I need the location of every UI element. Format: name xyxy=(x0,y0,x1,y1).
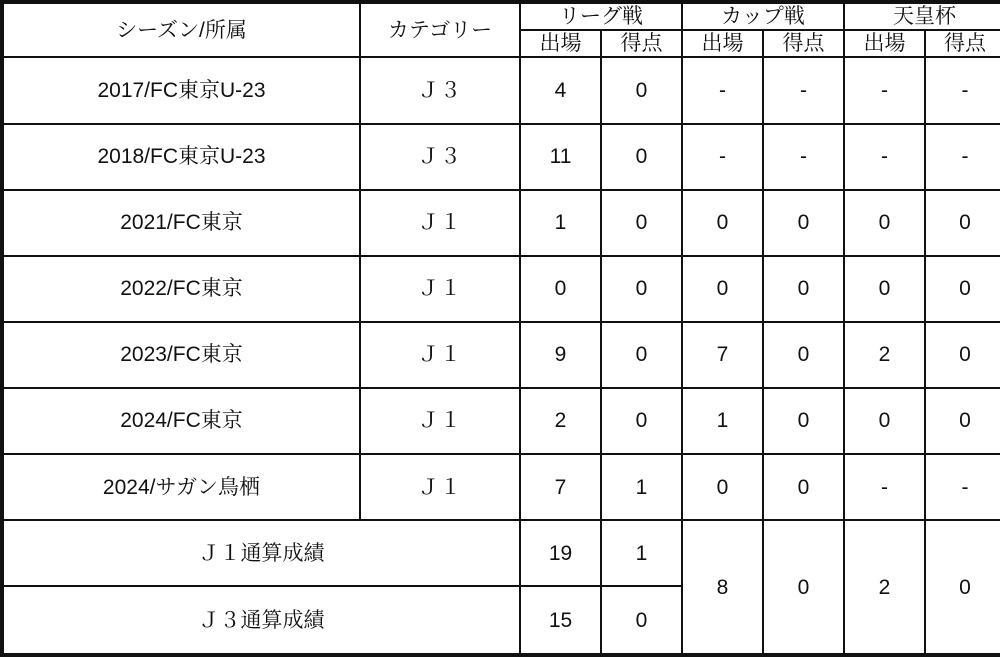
cell-season: 2024/FC東京 xyxy=(2,388,360,454)
cell-league-apps: 1 xyxy=(520,190,601,256)
cell-total-league-apps: 15 xyxy=(520,586,601,655)
cell-season: 2023/FC東京 xyxy=(2,322,360,388)
cell-cup-goals: - xyxy=(763,124,844,190)
cell-cup-apps: 1 xyxy=(682,388,763,454)
header-row-groups xyxy=(2,2,1000,30)
cell-category: Ｊ３ xyxy=(360,57,520,123)
cell-emperor-apps: 0 xyxy=(844,190,925,256)
cell-league-apps: 2 xyxy=(520,388,601,454)
header-emperor-goals: 得点 xyxy=(925,30,1000,57)
cell-cup-apps: - xyxy=(682,57,763,123)
table-row xyxy=(2,190,1000,256)
cell-total-league-goals: 1 xyxy=(601,520,682,586)
cell-total-label: Ｊ１通算成績 xyxy=(2,520,520,586)
cell-emperor-goals: 0 xyxy=(925,388,1000,454)
cell-emperor-apps: - xyxy=(844,124,925,190)
header-category: カテゴリー xyxy=(360,2,520,57)
cell-cup-apps: - xyxy=(682,124,763,190)
cell-cup-goals: 0 xyxy=(763,190,844,256)
cell-emperor-apps: - xyxy=(844,454,925,520)
cell-total-emperor-apps: 2 xyxy=(844,520,925,655)
cell-cup-goals: 0 xyxy=(763,322,844,388)
cell-season: 2022/FC東京 xyxy=(2,256,360,322)
cell-cup-apps: 0 xyxy=(682,190,763,256)
cell-emperor-apps: 0 xyxy=(844,388,925,454)
cell-cup-goals: 0 xyxy=(763,454,844,520)
cell-category: Ｊ１ xyxy=(360,322,520,388)
cell-category: Ｊ１ xyxy=(360,454,520,520)
cell-league-apps: 7 xyxy=(520,454,601,520)
header-cup-goals: 得点 xyxy=(763,30,844,57)
table-body xyxy=(2,57,1000,655)
cell-season: 2018/FC東京U-23 xyxy=(2,124,360,190)
cell-category: Ｊ１ xyxy=(360,256,520,322)
header-group-emperors-cup: 天皇杯 xyxy=(844,2,1000,30)
cell-season: 2021/FC東京 xyxy=(2,190,360,256)
cell-category: Ｊ３ xyxy=(360,124,520,190)
cell-league-goals: 0 xyxy=(601,190,682,256)
cell-league-goals: 0 xyxy=(601,322,682,388)
cell-emperor-goals: - xyxy=(925,454,1000,520)
header-season: シーズン/所属 xyxy=(2,2,360,57)
cell-category: Ｊ１ xyxy=(360,190,520,256)
cell-total-emperor-goals: 0 xyxy=(925,520,1000,655)
cell-league-apps: 0 xyxy=(520,256,601,322)
cell-league-apps: 9 xyxy=(520,322,601,388)
cell-emperor-goals: 0 xyxy=(925,256,1000,322)
cell-league-goals: 1 xyxy=(601,454,682,520)
cell-league-goals: 0 xyxy=(601,388,682,454)
cell-emperor-goals: 0 xyxy=(925,190,1000,256)
cell-cup-apps: 0 xyxy=(682,256,763,322)
table-row xyxy=(2,124,1000,190)
header-cup-apps: 出場 xyxy=(682,30,763,57)
cell-total-league-apps: 19 xyxy=(520,520,601,586)
cell-league-goals: 0 xyxy=(601,124,682,190)
cell-cup-goals: 0 xyxy=(763,256,844,322)
table-row-total xyxy=(2,520,1000,586)
table-header xyxy=(2,2,1000,57)
cell-emperor-apps: - xyxy=(844,57,925,123)
header-group-league: リーグ戦 xyxy=(520,2,682,30)
cell-total-cup-goals: 0 xyxy=(763,520,844,655)
header-league-apps: 出場 xyxy=(520,30,601,57)
cell-cup-apps: 0 xyxy=(682,454,763,520)
cell-league-goals: 0 xyxy=(601,57,682,123)
table-row xyxy=(2,256,1000,322)
cell-emperor-goals: 0 xyxy=(925,322,1000,388)
cell-cup-apps: 7 xyxy=(682,322,763,388)
table-row xyxy=(2,57,1000,123)
cell-cup-goals: 0 xyxy=(763,388,844,454)
table-row xyxy=(2,454,1000,520)
cell-total-cup-apps: 8 xyxy=(682,520,763,655)
table-row xyxy=(2,322,1000,388)
cell-total-label: Ｊ３通算成績 xyxy=(2,586,520,655)
header-league-goals: 得点 xyxy=(601,30,682,57)
cell-league-goals: 0 xyxy=(601,256,682,322)
cell-season: 2017/FC東京U-23 xyxy=(2,57,360,123)
cell-emperor-goals: - xyxy=(925,124,1000,190)
cell-total-league-goals: 0 xyxy=(601,586,682,655)
header-emperor-apps: 出場 xyxy=(844,30,925,57)
cell-category: Ｊ１ xyxy=(360,388,520,454)
cell-emperor-apps: 2 xyxy=(844,322,925,388)
cell-league-apps: 11 xyxy=(520,124,601,190)
cell-cup-goals: - xyxy=(763,57,844,123)
cell-league-apps: 4 xyxy=(520,57,601,123)
cell-season: 2024/サガン鳥栖 xyxy=(2,454,360,520)
cell-emperor-goals: - xyxy=(925,57,1000,123)
table-row xyxy=(2,388,1000,454)
header-group-cup: カップ戦 xyxy=(682,2,844,30)
cell-emperor-apps: 0 xyxy=(844,256,925,322)
